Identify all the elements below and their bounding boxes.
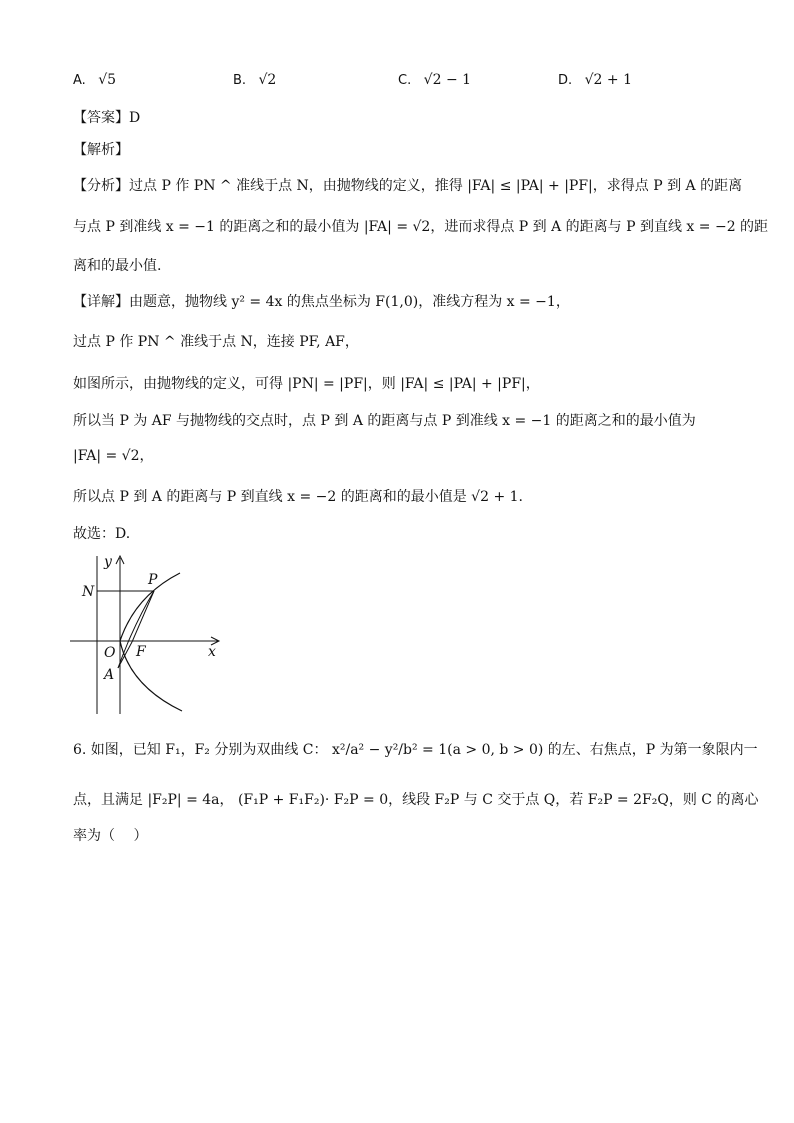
xiangjie-line-3: 如图所示，由抛物线的定义，可得 |PN| = |PF|，则 |FA| ≤ |PA| + |PF|， [73,376,540,392]
label-n: N [82,584,95,600]
xiangjie-line-5: |FA| = √2， [73,448,154,464]
option-d-value: √2 + 1 [584,72,632,88]
question6-line-1: 6. 如图，已知 F₁，F₂ 分别为双曲线 C： x²/a² − y²/b² = 1(a > 0, b > 0) 的左、右焦点，P 为第一象限内一 [73,742,758,758]
answer-line: 【答案】D [73,110,141,126]
option-a: A. √5 [73,72,117,88]
label-o: O [104,645,116,661]
question6-line-2: 点，且满足 |F₂P| = 4a， (F₁P + F₁F₂)· F₂P = 0，线段 F₂P 与 C 交于点 Q，若 F₂P = 2F₂Q，则 C 的离心 [73,792,759,808]
question6-line-3: 率为（ ） [73,828,148,844]
analysis-heading: 【解析】 [73,142,129,158]
label-x: x [208,644,216,660]
label-f: F [136,644,146,660]
option-b-value: √2 [258,72,277,88]
fenxi-line-2: 与点 P 到准线 x = −1 的距离之和的最小值为 |FA| = √2，进而求得点 P 到 A 的距离与 P 到直线 x = −2 的距 [73,219,769,235]
parabola-curve [120,573,182,711]
option-b: B. √2 [233,72,277,88]
label-a: A [104,667,115,683]
label-y: y [104,554,112,570]
xiangjie-line-4: 所以当 P 为 AF 与抛物线的交点时，点 P 到 A 的距离与点 P 到准线 x = −1 的距离之和的最小值为 [73,413,696,429]
option-c-value: √2 − 1 [423,72,472,88]
parabola-figure [70,546,230,716]
option-d: D. √2 + 1 [558,72,632,88]
choice-line: 故选：D. [73,526,131,542]
option-c: C. √2 − 1 [398,72,472,88]
option-a-value: √5 [98,72,117,88]
xiangjie-line-6: 所以点 P 到 A 的距离与 P 到直线 x = −2 的距离和的最小值是 √2 + 1. [73,489,523,505]
segment-pf [132,591,154,642]
fenxi-line-1: 【分析】过点 P 作 PN ^ 准线于点 N，由抛物线的定义，推得 |FA| ≤ |PA| + |PF|，求得点 P 到 A 的距离 [73,178,743,194]
label-p: P [148,572,158,588]
fenxi-line-3: 离和的最小值. [73,258,162,274]
xiangjie-line-1: 【详解】由题意，抛物线 y² = 4x 的焦点坐标为 F(1,0)，准线方程为 x = −1， [73,294,570,310]
xiangjie-line-2: 过点 P 作 PN ^ 准线于点 N，连接 PF, AF， [73,334,359,350]
